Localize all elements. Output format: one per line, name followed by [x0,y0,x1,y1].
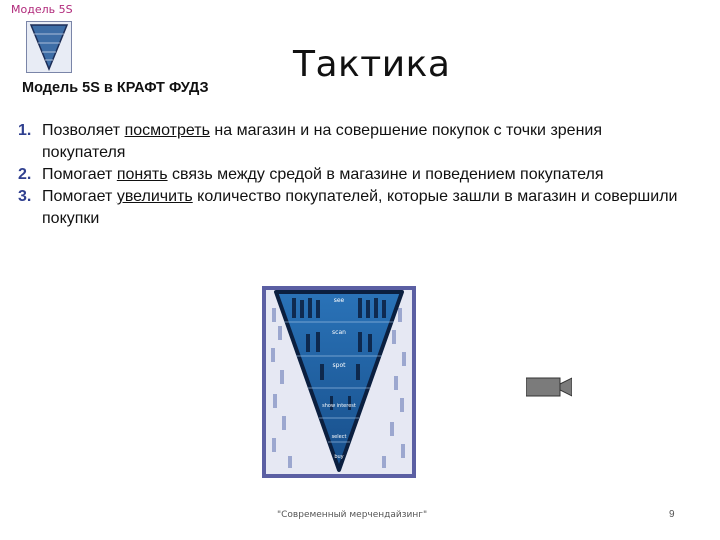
list-item [18,164,678,186]
funnel-stage-label: show interest [322,403,356,409]
shopper-funnel-image [262,286,416,478]
item-verb: понять [116,166,168,183]
item-text: Помогает [42,188,117,205]
item-text: связь между средой в магазине и поведением покупателя [167,166,604,183]
list-item [18,120,678,164]
item-text: на магазин и на совершение покупок с точки зрения покупателя [42,122,603,161]
item-verb: увеличить [116,188,193,205]
funnel-stage-label: buy [334,454,344,460]
top-label: Модель 5S [11,3,73,16]
funnel-stage-label: see [333,297,345,304]
list-number: 2. [18,166,32,183]
slide-title: Тактика [293,44,451,85]
funnel-stage-label: select [331,434,347,440]
item-text: количество покупателей, которые зашли в магазин и совершили покупки [42,188,678,227]
item-verb: посмотреть [124,122,210,139]
list-number: 1. [18,122,32,139]
item-text: Позволяет [42,122,125,139]
video-camera-icon[interactable] [526,376,572,398]
list-number: 3. [18,188,32,205]
tactics-list [18,120,678,230]
funnel-stage-label: scan [332,329,346,336]
list-item [18,186,678,230]
item-text: Помогает [42,166,117,183]
funnel-thumbnail-icon [26,21,72,73]
slide-subtitle: Модель 5S в КРАФТ ФУДЗ [22,80,209,96]
footer-source: "Современный мерчендайзинг" [277,510,428,520]
page-number: 9 [669,509,675,520]
funnel-stage-label: spot [332,362,346,369]
